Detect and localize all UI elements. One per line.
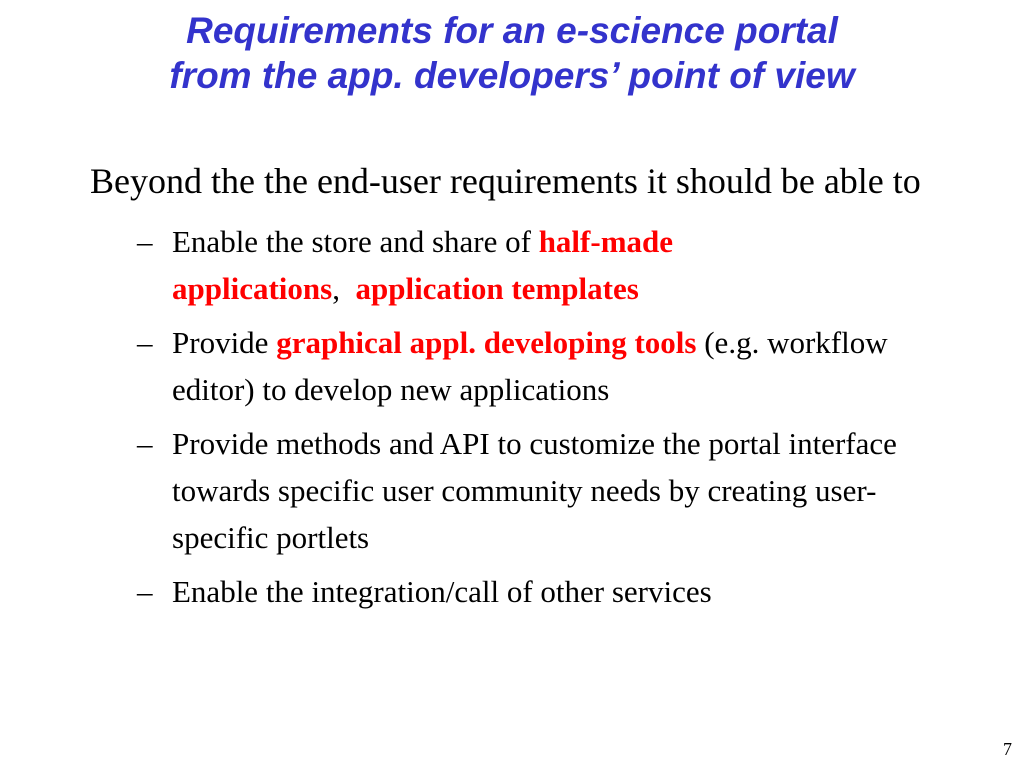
page-number: 7 <box>1003 739 1012 759</box>
bullet-dash: – <box>137 224 153 259</box>
list-item-text: Provide methods and API to customize the portal interface towards specific user community needs by creating user-specific portlets <box>172 426 897 555</box>
highlight-half-made-applications: half-made applications <box>172 224 674 306</box>
list-item-customize-api <box>90 420 970 561</box>
list-item-text: Provide <box>172 325 277 360</box>
list-item-separator: , <box>332 271 356 306</box>
list-item-text-tail: (e.g. workflow editor) to develop new applications <box>172 325 888 407</box>
slide-title-line-1: Requirements for an e-science portal <box>186 10 838 51</box>
bullet-dash: – <box>137 325 153 360</box>
list-item-text: Enable the integration/call of other services <box>172 574 712 609</box>
list-item-graphical-tools <box>90 319 970 413</box>
lead-paragraph: Beyond the the end-user requirements it should be able to <box>90 161 921 201</box>
list-item-text: Enable the store and share of <box>172 224 539 259</box>
highlight-application-templates: application templates <box>355 271 639 306</box>
bullet-dash: – <box>137 426 153 461</box>
slide-title <box>40 8 984 98</box>
list-item-store-share <box>90 218 970 312</box>
slide-title-line-2: from the app. developers’ point of view <box>169 55 855 96</box>
requirements-list <box>90 218 970 615</box>
bullet-dash: – <box>137 574 153 609</box>
slide-body <box>90 158 970 622</box>
list-item-integration <box>90 568 970 615</box>
highlight-graphical-tools: graphical appl. developing tools <box>276 325 697 360</box>
